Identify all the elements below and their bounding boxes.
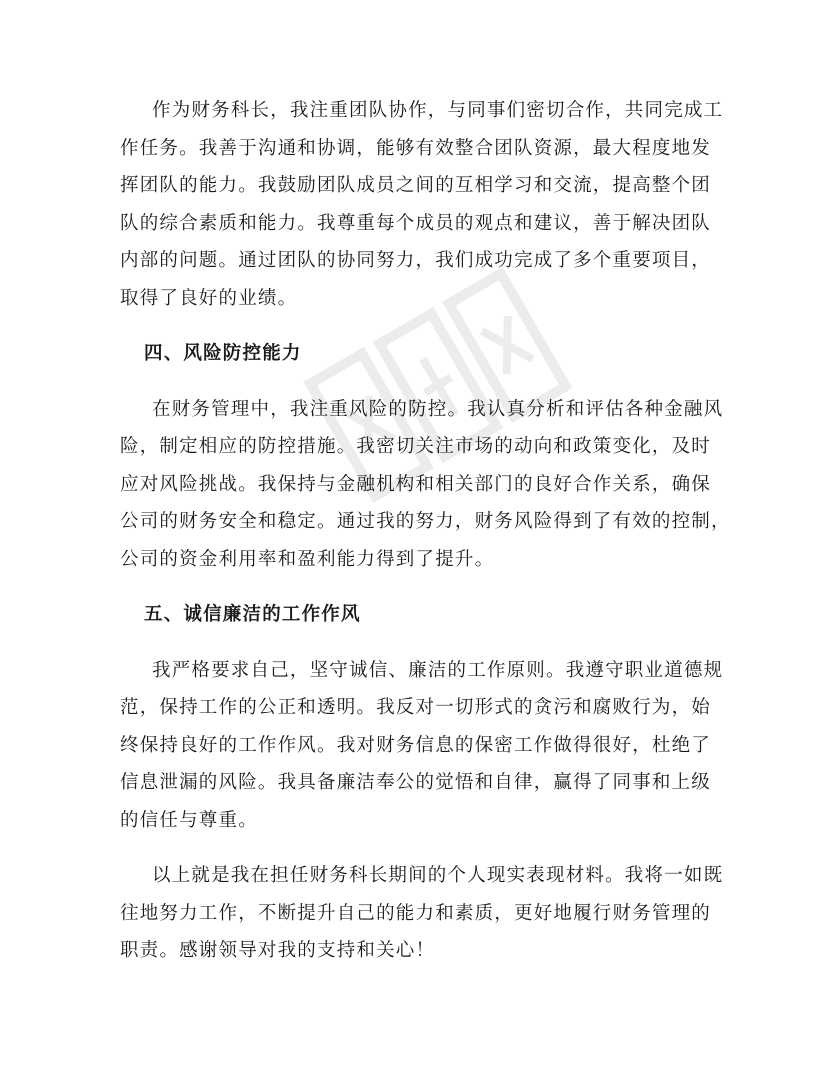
text-line: 取得了良好的业绩。 xyxy=(120,287,298,309)
spacer xyxy=(120,578,730,596)
text-line: 公司的财务安全和稳定。通过我的努力，财务风险得到了有效的控制， xyxy=(120,511,731,532)
spacer xyxy=(120,317,730,335)
text-line: 作任务。我善于沟通和协调，能够有效整合团队资源，最大程度地发 xyxy=(120,137,712,159)
text-line: 我严格要求自己，坚守诚信、廉洁的工作原则。我遵守职业道德规 xyxy=(152,659,724,681)
text-line: 险，制定相应的防控措施。我密切关注市场的动向和政策变化，及时 xyxy=(120,436,712,457)
section-heading-integrity: 五、诚信廉洁的工作作风 xyxy=(144,604,361,625)
paragraph-integrity xyxy=(120,652,730,840)
text-line: 的信任与尊重。 xyxy=(120,809,258,831)
text-line: 公司的资金利用率和盈利能力得到了提升。 xyxy=(120,548,495,570)
text-line: 应对风险挑战。我保持与金融机构和相关部门的良好合作关系，确保 xyxy=(120,473,712,495)
spacer xyxy=(120,373,730,391)
text-line: 队的综合素质和能力。我尊重每个成员的观点和建议，善于解决团队 xyxy=(120,212,712,234)
text-line: 往地努力工作，不断提升自己的能力和素质，更好地履行财务管理的 xyxy=(120,902,712,924)
document-body xyxy=(120,92,730,970)
text-line: 内部的问题。通过团队的协同努力，我们成功完成了多个重要项目， xyxy=(120,250,712,271)
text-line: 职责。感谢领导对我的支持和关心！ xyxy=(120,940,436,961)
section-heading-risk-control: 四、风险防控能力 xyxy=(144,343,302,364)
paragraph-conclusion xyxy=(120,857,730,970)
text-line: 信息泄漏的风险。我具备廉洁奉公的觉悟和自律，赢得了同事和上级 xyxy=(120,772,712,793)
text-line: 以上就是我在担任财务科长期间的个人现实表现材料。我将一如既 xyxy=(152,865,724,886)
text-line: 在财务管理中，我注重风险的防控。我认真分析和评估各种金融风 xyxy=(152,398,724,420)
spacer xyxy=(120,634,730,652)
text-line: 范，保持工作的公正和透明。我反对一切形式的贪污和腐败行为，始 xyxy=(120,697,712,718)
text-line: 作为财务科长，我注重团队协作，与同事们密切合作，共同完成工 xyxy=(152,100,724,121)
text-line: 挥团队的能力。我鼓励团队成员之间的互相学习和交流，提高整个团 xyxy=(120,175,712,196)
paragraph-team-collaboration xyxy=(120,92,730,317)
paragraph-risk-control xyxy=(120,391,730,579)
spacer xyxy=(120,839,730,857)
text-line: 终保持良好的工作作风。我对财务信息的保密工作做得很好，杜绝了 xyxy=(120,734,712,756)
